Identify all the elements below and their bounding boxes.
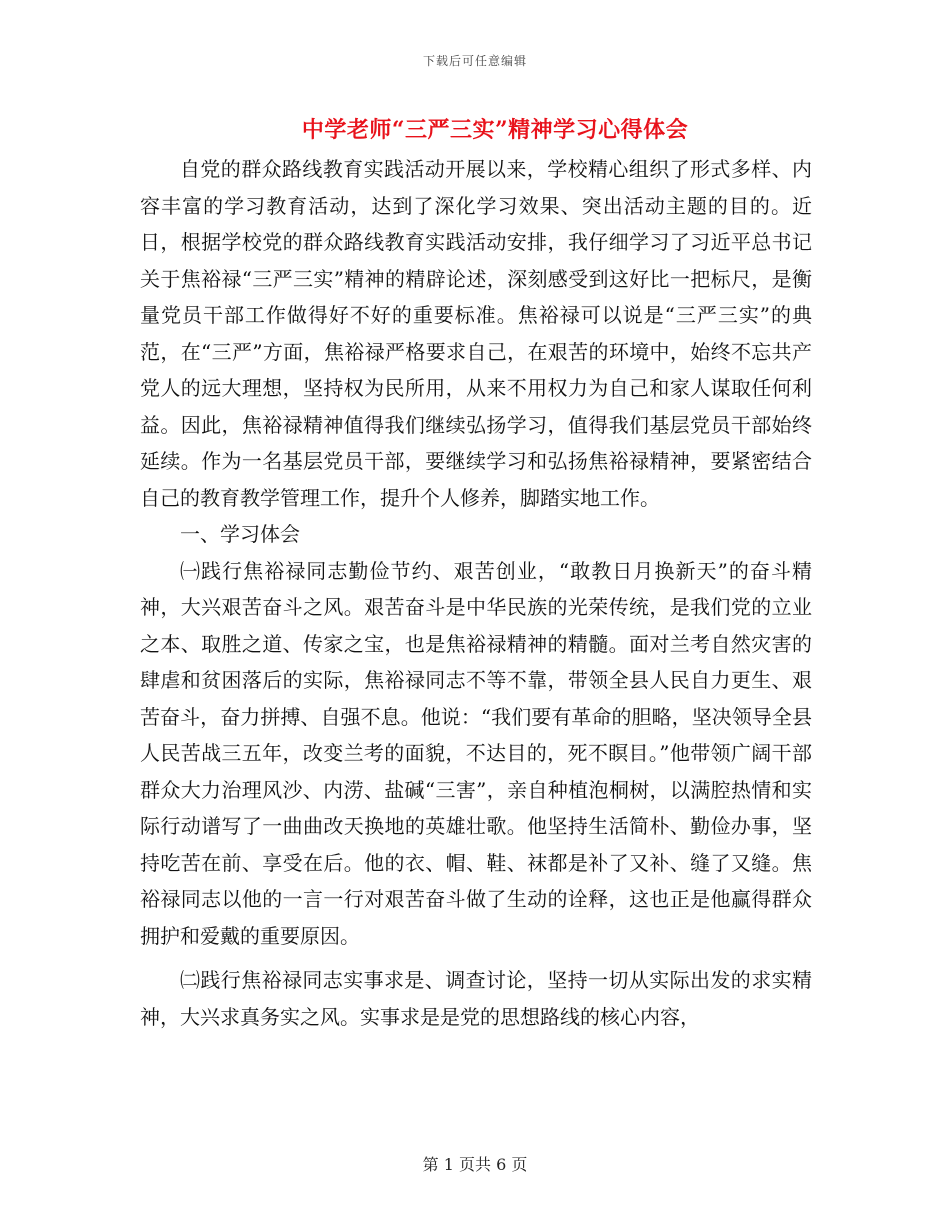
document-title: 中学老师“三严三实”精神学习心得体会 bbox=[301, 117, 689, 143]
paragraph-point-1: ㈠践行焦裕禄同志勤俭节约、艰苦创业，“敢教日月换新天”的奋斗精神，大兴艰苦奋斗之风。艰苦奋斗是中华民族的光荣传统，是我们党的立业之本、取胜之道、传家之宝，也是焦裕禄精神的精髓。面对兰考自然灾害的肆虐和贫困落后的实际，焦裕禄同志不等不靠，带领全县人民自力更生、艰苦奋斗，奋力拼搏、自强不息。他说：“我们要有革命的胆略，坚决领导全县人民苦战三五年，改变兰考的面貌，不达目的，死不瞑目。”他带领广阔干部群众大力治理风沙、内涝、盐碱“三害”，亲自种植泡桐树，以满腔热情和实际行动谱写了一曲曲改天换地的英雄壮歌。他坚持生活简朴、勤俭办事，坚持吃苦在前、享受在后。他的衣、帽、鞋、袜都是补了又补、缝了又缝。焦裕禄同志以他的一言一行对艰苦奋斗做了生动的诠释，这也正是他赢得群众拥护和爱戴的重要原因。 bbox=[140, 558, 812, 948]
paragraph-intro: 自党的群众路线教育实践活动开展以来，学校精心组织了形式多样、内容丰富的学习教育活动，达到了深化学习效果、突出活动主题的目的。近日，根据学校党的群众路线教育实践活动安排，我仔细学习了习近平总书记关于焦裕禄“三严三实”精神的精辟论述，深刻感受到这好比一把标尺，是衡量党员干部工作做得好不好的重要标准。焦裕禄可以说是“三严三实”的典范，在“三严”方面，焦裕禄严格要求自己，在艰苦的环境中，始终不忘共产党人的远大理想，坚持权为民所用，从来不用权力为自己和家人谋取任何利益。因此，焦裕禄精神值得我们继续弘扬学习，值得我们基层党员干部始终延续。作为一名基层党员干部，要继续学习和弘扬焦裕禄精神，要紧密结合自己的教育教学管理工作，提升个人修养，脚踏实地工作。 bbox=[140, 157, 812, 510]
page-header-note: 下载后可任意编辑 bbox=[422, 54, 527, 68]
section-heading-learning: 一、学习体会 bbox=[180, 522, 300, 546]
page-number: 第 1 页共 6 页 bbox=[422, 1155, 528, 1174]
document-body bbox=[140, 151, 812, 1035]
paragraph-point-2: ㈡践行焦裕禄同志实事求是、调查讨论，坚持一切从实际出发的求实精神，大兴求真务实之风。实事求是是党的思想路线的核心内容， bbox=[140, 968, 812, 1029]
